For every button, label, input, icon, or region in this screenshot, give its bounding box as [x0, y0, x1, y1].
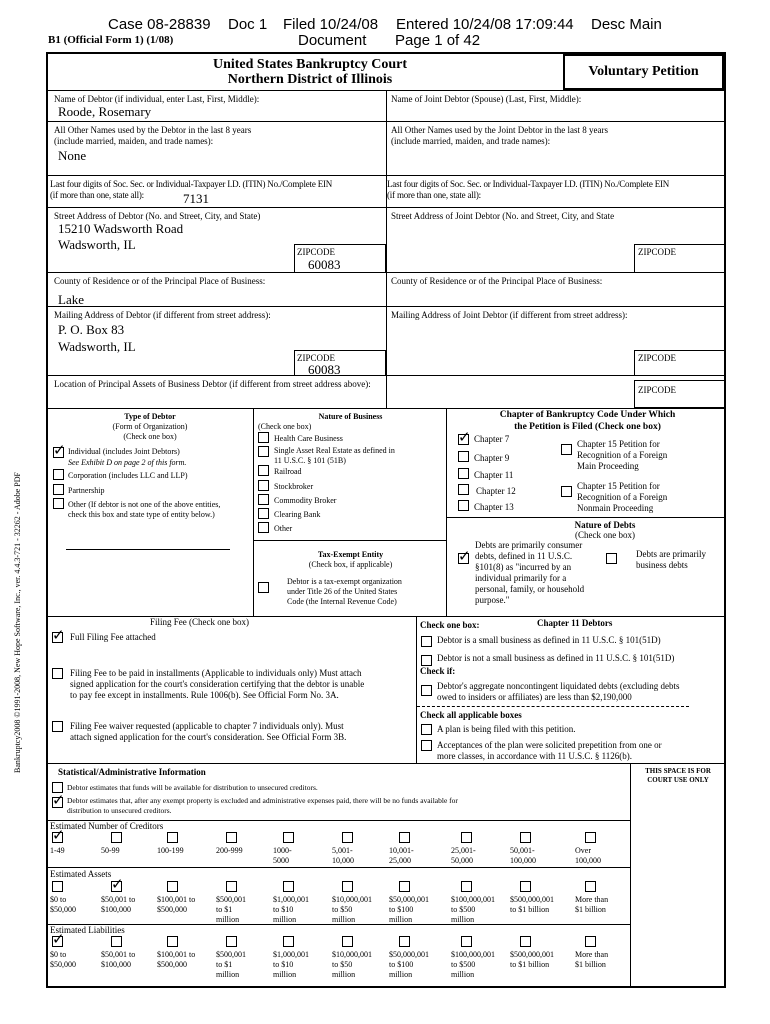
assets-range-6: $50,000,001 to $100 million: [389, 895, 429, 924]
chapter-7-label: Chapter 7: [474, 434, 510, 444]
business-debts-checkbox[interactable]: [606, 553, 617, 564]
clearing-bank-label: Clearing Bank: [274, 510, 321, 519]
corporation-checkbox[interactable]: [53, 469, 64, 480]
waiver-label: Filing Fee waiver requested (applicable to chapter 7 individuals only). Must attach signed application for the court's consideration. See Official Form 3B.: [70, 721, 347, 742]
no-funds-label: Debtor estimates that, after any exempt property is excluded and administrative expenses paid, there will be no funds available for distribution to unsecured creditors.: [67, 796, 458, 815]
chapter-11-debtors-header: Chapter 11 Debtors: [537, 618, 613, 628]
liabilities-range-8: $500,000,001 to $1 billion: [510, 950, 554, 969]
commodity-broker-label: Commodity Broker: [274, 496, 337, 505]
assets-range-9: More than $1 billion: [575, 895, 609, 914]
liabilities-label: Estimated Liabilities: [50, 925, 125, 935]
aggregate-debts-checkbox[interactable]: [421, 685, 432, 696]
chapter-15-nonmain-checkbox[interactable]: [561, 486, 572, 497]
creditors-checkbox-4[interactable]: [283, 832, 294, 843]
assets-checkbox-8[interactable]: [520, 881, 531, 892]
chapter-15-main-checkbox[interactable]: [561, 444, 572, 455]
acceptances-checkbox[interactable]: [421, 740, 432, 751]
location-label: Location of Principal Assets of Business Debtor (if different from street address above):: [54, 379, 371, 389]
chapter-7-checkbox[interactable]: [458, 434, 469, 445]
liabilities-checkbox-3[interactable]: [226, 936, 237, 947]
creditors-checkbox-3[interactable]: [226, 832, 237, 843]
creditors-checkbox-7[interactable]: [461, 832, 472, 843]
check-one-box-label: Check one box:: [420, 620, 480, 630]
liabilities-checkbox-0[interactable]: [52, 936, 63, 947]
type-of-debtor-header: Type of Debtor (Form of Organization) (Check one box): [112, 412, 188, 441]
case-number: Case 08-28839: [108, 16, 211, 33]
court-use-only: THIS SPACE IS FOR COURT USE ONLY: [645, 767, 711, 784]
joint-ssn-label: Last four digits of Soc. Sec. or Individual-Taxpayer I.D. (ITIN) No./Complete EIN (if more than one, state all):: [387, 179, 670, 200]
consumer-debts-checkbox[interactable]: [458, 553, 469, 564]
software-watermark: Bankruptcy2008 ©1991-2008, New Hope Software, Inc., ver. 4.4.3-721 - 32262 - Adobe PDF: [12, 472, 22, 773]
mailing-zip-label: ZIPCODE: [297, 353, 335, 363]
liabilities-checkbox-7[interactable]: [461, 936, 472, 947]
other-business-checkbox[interactable]: [258, 522, 269, 533]
nature-of-business-sub: (Check one box): [258, 422, 312, 431]
ssn-label: Last four digits of Soc. Sec. or Individual-Taxpayer I.D. (ITIN) No./Complete EIN (if more than one, state all):: [50, 179, 333, 200]
assets-checkbox-1[interactable]: [111, 881, 122, 892]
mailing-zip-value: 60083: [308, 362, 341, 377]
commodity-broker-checkbox[interactable]: [258, 494, 269, 505]
county-label: County of Residence or of the Principal Place of Business:: [54, 276, 266, 286]
assets-range-5: $10,000,001 to $50 million: [332, 895, 372, 924]
nature-of-business-header: Nature of Business: [318, 412, 383, 421]
creditors-range-2: 100-199: [157, 846, 184, 855]
creditors-range-7: 25,001- 50,000: [451, 846, 476, 865]
acceptances-label: Acceptances of the plan were solicited prepetition from one or more classes, in accordance with 11 U.S.C. § 1126(b).: [437, 740, 662, 761]
railroad-checkbox[interactable]: [258, 465, 269, 476]
consumer-debts-label: Debts are primarily consumer debts, defined in 11 U.S.C. §101(8) as "incurred by an individual primarily for a personal, family, or household purpose.": [475, 540, 585, 605]
mailing-line2: Wadsworth, IL: [58, 339, 136, 354]
other-names: None: [58, 148, 87, 163]
page-number: Page 1 of 42: [395, 32, 481, 49]
creditors-range-5: 5,001- 10,000: [332, 846, 354, 865]
liabilities-range-5: $10,000,001 to $50 million: [332, 950, 372, 979]
mailing-label: Mailing Address of Debtor (if different from street address):: [54, 310, 271, 320]
health-care-label: Health Care Business: [274, 434, 343, 443]
assets-range-7: $100,000,001 to $500 million: [451, 895, 495, 924]
check-if-label: Check if:: [420, 666, 456, 676]
liabilities-range-7: $100,000,001 to $500 million: [451, 950, 495, 979]
not-small-business-label: Debtor is not a small business as defined in 11 U.S.C. § 101(51D): [437, 653, 675, 663]
liabilities-checkbox-6[interactable]: [399, 936, 410, 947]
street-label: Street Address of Debtor (No. and Street, City, and State): [54, 211, 261, 221]
zip-value: 60083: [308, 257, 341, 272]
creditors-checkbox-2[interactable]: [167, 832, 178, 843]
joint-mailing-label: Mailing Address of Joint Debtor (if different from street address):: [391, 310, 628, 320]
assets-checkbox-6[interactable]: [399, 881, 410, 892]
assets-range-4: $1,000,001 to $10 million: [273, 895, 309, 924]
joint-name-label: Name of Joint Debtor (Spouse) (Last, First, Middle):: [391, 94, 582, 104]
chapter-13-checkbox[interactable]: [458, 500, 469, 511]
entered-date: Entered 10/24/08 17:09:44: [396, 16, 574, 33]
business-debts-label: Debts are primarily business debts: [636, 549, 706, 570]
joint-other-names-label: All Other Names used by the Joint Debtor in the last 8 years (include married, maiden, and trade names):: [391, 125, 608, 146]
zip-label: ZIPCODE: [297, 247, 335, 257]
liabilities-checkbox-8[interactable]: [520, 936, 531, 947]
form-id: B1 (Official Form 1) (1/08): [48, 34, 174, 46]
desc-main: Desc Main: [591, 16, 662, 33]
assets-label: Estimated Assets: [50, 869, 112, 879]
filing-fee-header: Filing Fee (Check one box): [150, 617, 249, 627]
voluntary-petition-title: Voluntary Petition: [588, 64, 699, 79]
creditors-range-6: 10,001- 25,000: [389, 846, 414, 865]
not-small-business-checkbox[interactable]: [421, 655, 432, 666]
assets-checkbox-4[interactable]: [283, 881, 294, 892]
joint-mailing-zip-label: ZIPCODE: [638, 353, 676, 363]
other-entity-checkbox[interactable]: [53, 498, 64, 509]
chapter-9-checkbox[interactable]: [458, 451, 469, 462]
installments-label: Filing Fee to be paid in installments (Applicable to individuals only) Must attach signed application for the court's consideration certifying that the debtor is unable to pay fee except in installments. Rule 1006(b). See Official Form No. 3A.: [70, 668, 365, 700]
assets-checkbox-3[interactable]: [226, 881, 237, 892]
stockbroker-checkbox[interactable]: [258, 480, 269, 491]
stockbroker-label: Stockbroker: [274, 482, 314, 491]
health-care-checkbox[interactable]: [258, 432, 269, 443]
corporation-label: Corporation (includes LLC and LLP): [68, 471, 188, 480]
liabilities-range-3: $500,001 to $1 million: [216, 950, 246, 979]
other-entity-label: Other (If debtor is not one of the above entities, check this box and state type of entity below.): [68, 500, 221, 519]
street-line2: Wadsworth, IL: [58, 237, 136, 252]
creditors-checkbox-6[interactable]: [399, 832, 410, 843]
full-fee-checkbox[interactable]: [52, 632, 63, 643]
joint-zip-label: ZIPCODE: [638, 247, 676, 257]
other-business-label: Other: [274, 524, 293, 533]
creditors-label: Estimated Number of Creditors: [50, 821, 164, 831]
liabilities-range-9: More than $1 billion: [575, 950, 609, 969]
plan-filed-checkbox[interactable]: [421, 724, 432, 735]
tax-exempt-checkbox[interactable]: [258, 582, 269, 593]
clearing-bank-checkbox[interactable]: [258, 508, 269, 519]
liabilities-range-6: $50,000,001 to $100 million: [389, 950, 429, 979]
chapter-15-nonmain-label: Chapter 15 Petition for Recognition of a Foreign Nonmain Proceeding: [577, 481, 668, 513]
county-value: Lake: [58, 292, 84, 307]
partnership-label: Partnership: [68, 486, 105, 495]
liabilities-checkbox-2[interactable]: [167, 936, 178, 947]
creditors-range-3: 200-999: [216, 846, 243, 855]
ssn-value: 7131: [183, 191, 209, 206]
assets-checkbox-2[interactable]: [167, 881, 178, 892]
creditors-range-0: 1-49: [50, 846, 65, 855]
debtor-name-label: Name of Debtor (if individual, enter Last, First, Middle):: [54, 94, 260, 104]
creditors-checkbox-5[interactable]: [342, 832, 353, 843]
creditors-checkbox-8[interactable]: [520, 832, 531, 843]
liabilities-checkbox-5[interactable]: [342, 936, 353, 947]
small-business-label: Debtor is a small business as defined in 11 U.S.C. § 101(51D): [437, 635, 661, 645]
chapter-12-checkbox[interactable]: [458, 484, 469, 495]
doc-number: Doc 1: [228, 16, 268, 33]
tax-exempt-header: Tax-Exempt Entity (Check box, if applicable): [308, 550, 393, 569]
assets-checkbox-5[interactable]: [342, 881, 353, 892]
creditors-range-8: 50,001- 100,000: [510, 846, 536, 865]
chapter-header: Chapter of Bankruptcy Code Under Which the Petition is Filed (Check one box): [499, 410, 676, 432]
chapter-9-label: Chapter 9: [474, 453, 510, 463]
small-business-checkbox[interactable]: [421, 636, 432, 647]
individual-label: Individual (includes Joint Debtors): [68, 447, 180, 456]
liabilities-checkbox-4[interactable]: [283, 936, 294, 947]
liabilities-range-4: $1,000,001 to $10 million: [273, 950, 309, 979]
mailing-line1: P. O. Box 83: [58, 322, 125, 337]
no-funds-checkbox[interactable]: [52, 797, 63, 808]
court-title: United States Bankruptcy Court Northern District of Illinois: [212, 57, 408, 87]
chapter-11-label: Chapter 11: [474, 470, 514, 480]
joint-county-label: County of Residence or of the Principal Place of Business:: [391, 276, 603, 286]
liabilities-range-0: $0 to $50,000: [50, 950, 76, 969]
assets-range-3: $500,001 to $1 million: [216, 895, 246, 924]
chapter-12-label: Chapter 12: [476, 486, 516, 496]
creditors-range-9: Over 100,000: [575, 846, 601, 865]
street-line1: 15210 Wadsworth Road: [58, 221, 184, 236]
liabilities-range-2: $100,001 to $500,000: [157, 950, 196, 969]
installments-checkbox[interactable]: [52, 668, 63, 679]
liabilities-checkbox-1[interactable]: [111, 936, 122, 947]
individual-checkbox[interactable]: [53, 447, 64, 458]
chapter-15-main-label: Chapter 15 Petition for Recognition of a Foreign Main Proceeding: [577, 439, 668, 471]
single-asset-label: Single Asset Real Estate as defined in 11 U.S.C. § 101 (51B): [274, 446, 395, 465]
chapter-13-label: Chapter 13: [474, 502, 514, 512]
liabilities-checkbox-9[interactable]: [585, 936, 596, 947]
creditors-checkbox-9[interactable]: [585, 832, 596, 843]
assets-checkbox-9[interactable]: [585, 881, 596, 892]
assets-range-2: $100,001 to $500,000: [157, 895, 196, 914]
creditors-range-4: 1000- 5000: [273, 846, 292, 865]
single-asset-checkbox[interactable]: [258, 446, 269, 457]
nature-of-debts-header: Nature of Debts (Check one box): [574, 520, 636, 540]
creditors-range-1: 50-99: [101, 846, 120, 855]
exhibit-note: See Exhibit D on page 2 of this form.: [68, 458, 187, 467]
waiver-checkbox[interactable]: [52, 721, 63, 732]
assets-checkbox-0[interactable]: [52, 881, 63, 892]
chapter-11-checkbox[interactable]: [458, 468, 469, 479]
assets-checkbox-7[interactable]: [461, 881, 472, 892]
debtor-name: Roode, Rosemary: [58, 104, 152, 119]
assets-range-0: $0 to $50,000: [50, 895, 76, 914]
aggregate-debts-label: Debtor's aggregate noncontingent liquidated debts (excluding debts owed to insiders or affiliates) are less than $2,190,000: [437, 681, 680, 702]
full-fee-label: Full Filing Fee attached: [70, 632, 156, 642]
creditors-checkbox-0[interactable]: [52, 832, 63, 843]
filed-date: Filed 10/24/08: [283, 16, 379, 33]
check-all-label: Check all applicable boxes: [420, 710, 522, 720]
liabilities-range-1: $50,001 to $100,000: [101, 950, 136, 969]
assets-range-1: $50,001 to $100,000: [101, 895, 136, 914]
location-zip-label: ZIPCODE: [638, 385, 676, 395]
assets-range-8: $500,000,001 to $1 billion: [510, 895, 554, 914]
railroad-label: Railroad: [274, 467, 302, 476]
partnership-checkbox[interactable]: [53, 484, 64, 495]
other-names-label: All Other Names used by the Debtor in the last 8 years (include married, maiden, and trade names):: [54, 125, 252, 146]
plan-filed-label: A plan is being filed with this petition.: [437, 724, 576, 734]
funds-available-label: Debtor estimates that funds will be available for distribution to unsecured creditors.: [67, 783, 318, 792]
creditors-checkbox-1[interactable]: [111, 832, 122, 843]
joint-street-label: Street Address of Joint Debtor (No. and Street, City, and State: [391, 211, 615, 221]
document-label: Document: [298, 32, 367, 49]
stats-header: Statistical/Administrative Information: [58, 767, 206, 777]
tax-exempt-label: Debtor is a tax-exempt organization under Title 26 of the United States Code (the Internal Revenue Code): [287, 577, 402, 606]
